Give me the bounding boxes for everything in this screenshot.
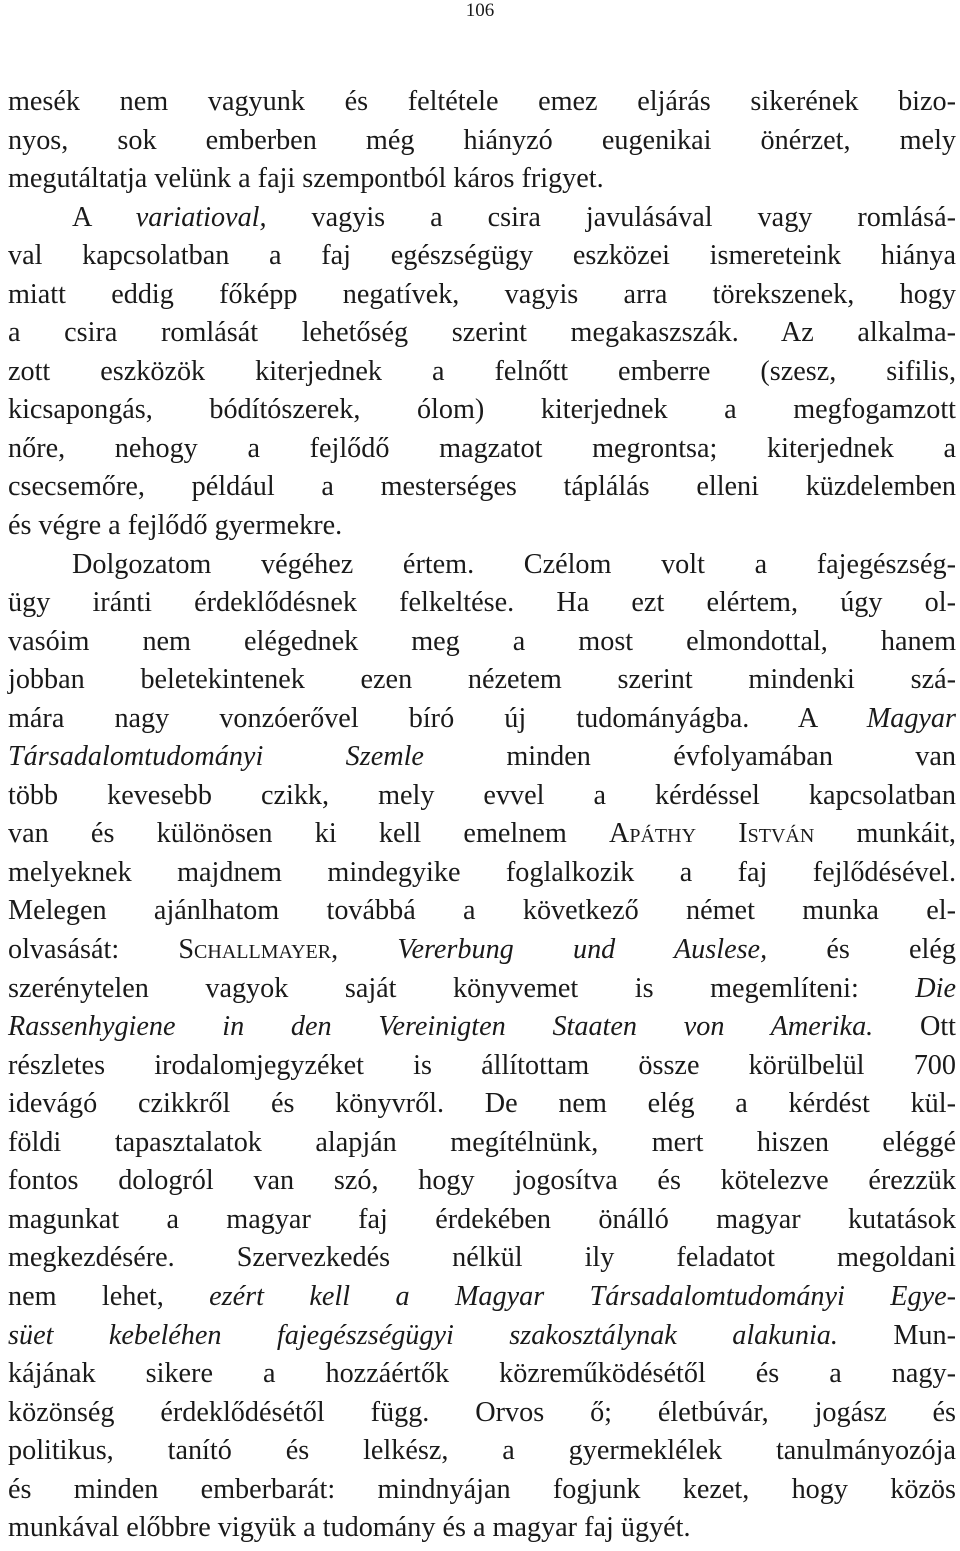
text-line: és minden emberbarát: mindnyájan fogjunk kezet, hogy közös bbox=[8, 1473, 956, 1505]
text-line: politikus, tanító és lelkész, a gyermeklélek tanulmányozója bbox=[8, 1435, 956, 1467]
text-line: vasóim nem elégednek meg a most elmondottal, hanem bbox=[8, 625, 956, 657]
text-run: olvasását: bbox=[8, 934, 179, 966]
text-line: val kapcsolatban a faj egészségügy eszközei ismereteink hiánya bbox=[8, 240, 956, 272]
text-line: nőre, nehogy a fejlődő magzatot megrontsa; kiterjednek a bbox=[8, 432, 956, 464]
text-line bbox=[8, 1278, 956, 1317]
text-line: megkezdésére. Szervezkedés nélkül ily feladatot megoldani bbox=[8, 1242, 956, 1274]
text-line: a csira romlását lehetőség szerint megakaszszák. Az alkalma- bbox=[8, 317, 956, 349]
paragraph-2 bbox=[8, 199, 956, 546]
text-line: földi tapasztalatok alapján megítélnünk, mert hiszen eléggé bbox=[8, 1126, 956, 1158]
italic-phrase: ezért kell a Magyar Társadalomtudományi Egye- bbox=[209, 1280, 956, 1312]
text-line: nyos, sok emberben még hiányzó eugenikai önérzet, mely bbox=[8, 124, 956, 156]
italic-title: Rassenhygiene in den Vereinigten Staaten von Amerika. bbox=[8, 1011, 874, 1043]
text-run: munkáit, bbox=[814, 818, 956, 850]
text-line: miatt eddig főképp negatívek, vagyis arra törekszenek, hogy bbox=[8, 278, 956, 310]
text-run: nem lehet, bbox=[8, 1280, 210, 1312]
body-text bbox=[8, 83, 956, 1548]
text-line: részletes irodalomjegyzéket is állítottam össze körülbelül 700 bbox=[8, 1049, 956, 1081]
text-line: Melegen ajánlhatom továbbá a következő német munka el- bbox=[8, 895, 956, 927]
text-line bbox=[8, 815, 956, 854]
text-line: több kevesebb czikk, mely evvel a kérdéssel kapcsolatban bbox=[8, 779, 956, 811]
text-line bbox=[8, 738, 956, 777]
text-line: ügy iránti érdeklődésnek felkeltése. Ha ezt elértem, úgy ol- bbox=[8, 587, 956, 619]
text-line: idevágó czikkről és könyvről. De nem elég a kérdést kül- bbox=[8, 1088, 956, 1120]
text-line: munkával előbbre vigyük a tudomány és a magyar faj ügyét. bbox=[8, 1512, 691, 1544]
text-run: van és különösen ki kell emelnem bbox=[8, 818, 609, 850]
text-run: Mun- bbox=[837, 1319, 956, 1351]
text-line: csecsemőre, például a mesterséges táplálás elleni küzdelemben bbox=[8, 471, 956, 503]
paragraph-3 bbox=[8, 546, 956, 1548]
text-line: zott eszközök kiterjednek a felnőtt emberre (szesz, sifilis, bbox=[8, 355, 956, 387]
italic-title: Die bbox=[915, 972, 956, 1004]
text-line: és végre a fejlődő gyermekre. bbox=[8, 510, 343, 542]
text-run: Ott bbox=[873, 1011, 956, 1043]
page-number: 106 bbox=[465, 0, 495, 21]
text-line: megutáltatja velünk a faji szempontból káros frigyet. bbox=[8, 163, 604, 195]
italic-term: variatioval, bbox=[135, 201, 267, 233]
text-line: jobban beletekintenek ezen nézetem szerint mindenki szá- bbox=[8, 664, 956, 696]
text-run: minden évfolyamában van bbox=[423, 741, 957, 773]
text-line: kicsapongás, bódítószerek, ólom) kiterjednek a megfogamzott bbox=[8, 394, 956, 426]
text-line bbox=[8, 1317, 956, 1356]
text-line bbox=[8, 199, 956, 238]
text-line: mesék nem vagyunk és feltétele emez eljárás sikerének bizo- bbox=[8, 86, 956, 117]
text-run: , bbox=[331, 934, 398, 966]
italic-title: Vererbung und Auslese, bbox=[397, 934, 768, 966]
italic-phrase: süet kebeléhen fajegészségügyi szakosztálynak alakunia. bbox=[8, 1319, 838, 1351]
author-name: Apáthy István bbox=[608, 818, 815, 850]
text-run: és elég bbox=[767, 934, 956, 966]
text-line bbox=[8, 931, 956, 970]
text-run: A bbox=[72, 201, 136, 233]
text-run: mára nagy vonzóerővel bíró új tudományágba. A bbox=[8, 702, 867, 734]
italic-title: Társadalomtudományi Szemle bbox=[8, 741, 424, 773]
text-line bbox=[8, 700, 956, 739]
text-line: közönség érdeklődésétől függ. Orvos ő; életbúvár, jogász és bbox=[8, 1396, 956, 1428]
text-line bbox=[8, 1008, 956, 1047]
text-line: melyeknek majdnem mindegyike foglalkozik a faj fejlődésével. bbox=[8, 856, 956, 888]
text-line: Dolgozatom végéhez értem. Czélom volt a fajegészség- bbox=[72, 548, 956, 580]
italic-title: Magyar bbox=[866, 702, 956, 734]
text-line: fontos dologról van szó, hogy jogosítva és kötelezve érezzük bbox=[8, 1165, 956, 1197]
author-name: Schallmayer bbox=[178, 934, 332, 966]
text-run: szerénytelen vagyok saját könyvemet is megemlíteni: bbox=[8, 972, 916, 1004]
paragraph-1 bbox=[8, 83, 956, 199]
text-line: kájának sikere a hozzáértők közreműködésétől és a nagy- bbox=[8, 1358, 956, 1390]
text-run: vagyis a csira javulásával vagy romlásá- bbox=[266, 201, 956, 233]
text-line bbox=[8, 970, 956, 1009]
text-line: magunkat a magyar faj érdekében önálló magyar kutatások bbox=[8, 1203, 956, 1235]
